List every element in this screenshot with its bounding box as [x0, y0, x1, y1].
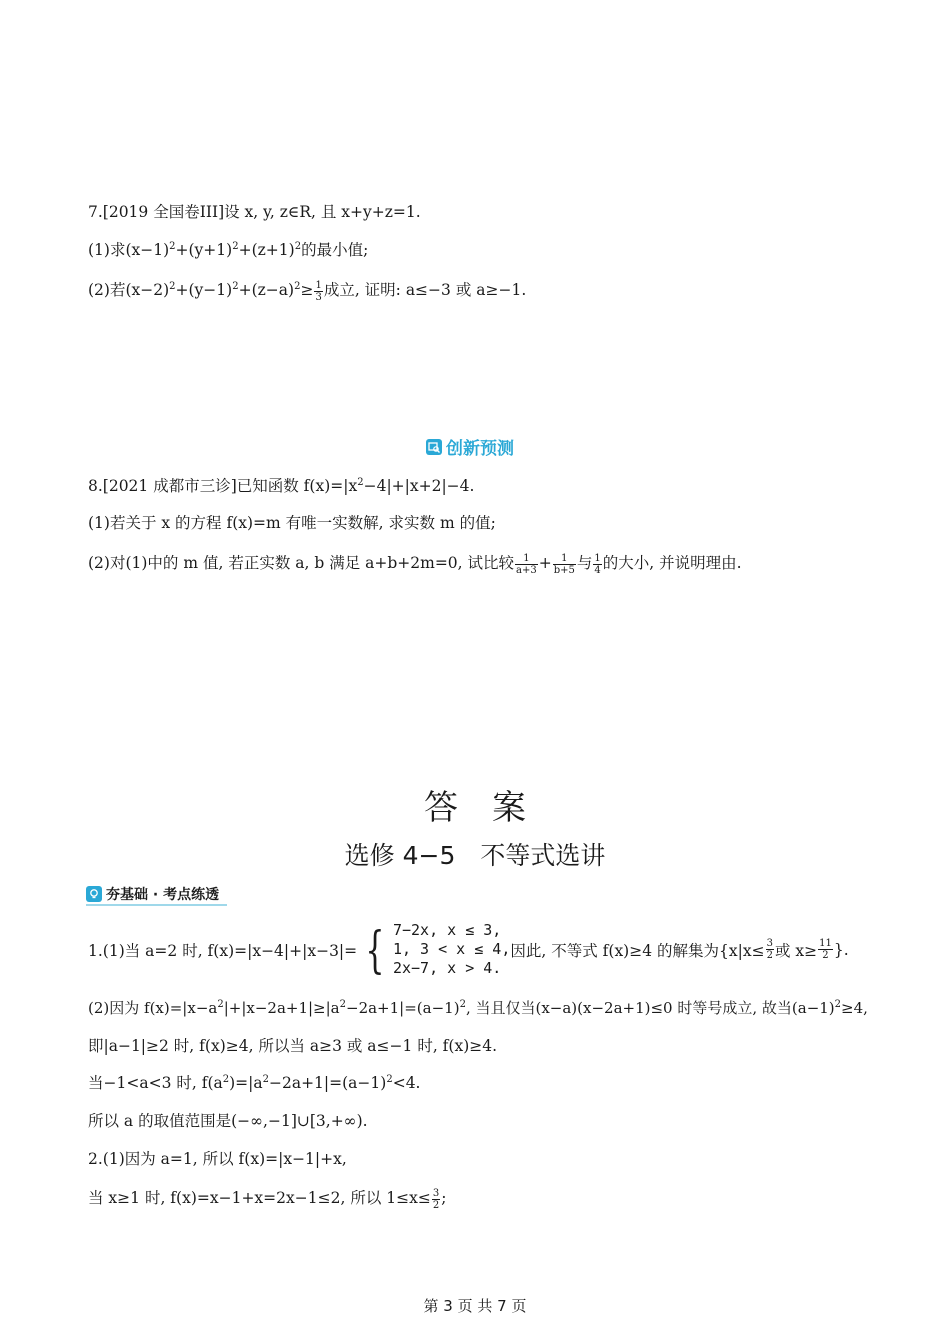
answer-subtitle: 选修 4−5 不等式选讲 — [344, 841, 606, 870]
section-badge-predict — [426, 434, 514, 459]
fraction-1-over-a-plus-3: $\frac{1}{a+3}$ — [516, 552, 537, 576]
fraction-3-over-2: $\frac{3}{2}$ — [766, 938, 773, 961]
case-2: 1, 3 < x ≤ 4, — [392, 940, 511, 958]
case-1: 7−2x, x ≤ 3, — [392, 921, 502, 939]
fraction-11-over-2: $\frac{11}{2}$ — [819, 938, 832, 961]
magnifier-icon — [426, 439, 442, 455]
q8-part2: (2)对(1)中的 m 值, 若正实数 a, b 满足 a+b+2m=0, 试比较 $\frac{1}{a+3}$ + $\frac{1}{b+5}$ 与 $\frac{1}{4}$ 的大小, 并说明理由. — [88, 552, 742, 576]
answer-title: 答 案 — [424, 788, 526, 828]
a1-part4: 当−1<a<3 时, $f(a^2)=|a^2-2a+1|=(a-1)^2<4$. — [88, 1074, 421, 1092]
section-badge-basic-label: 夯基础 · 考点练透 — [106, 887, 220, 903]
page-footer: 第 3 页 共 7 页 — [423, 1297, 527, 1315]
q7-part2: (2)若$(x-2)^2+(y-1)^2+(z-a)^2\ge$ $\frac{1}{3}$ 成立, 证明: a≤−3 或 a≥−1. — [88, 279, 527, 303]
q7-part1: (1)求$(x-1)^2+(y+1)^2+(z+1)^2$的最小值; — [88, 241, 369, 259]
a1-part3: 即|a−1|≥2 时, f(x)≥4, 所以当 a≥3 或 a≤−1 时, f(x)≥4. — [88, 1037, 498, 1055]
q7-line1: 7.[2019 全国卷III]设 x, y, z∈R, 且 x+y+z=1. — [88, 203, 421, 221]
q8-line1: 8.[2021 成都市三诊]已知函数 $f(x)=|x^2-4|+|x+2|-4$. — [88, 477, 475, 495]
fraction-one-quarter: $\frac{1}{4}$ — [594, 552, 601, 576]
fraction-one-third: $\frac{1}{3}$ — [315, 279, 322, 303]
a1-part5: 所以 a 的取值范围是(−∞,−1]∪[3,+∞). — [88, 1112, 368, 1130]
fraction-3-over-2-b: $\frac{3}{2}$ — [432, 1187, 440, 1211]
piecewise-function: { 7−2x, x ≤ 3, 1, 3 < x ≤ 4, 2x−7, x > 4. — [365, 920, 511, 979]
case-3: 2x−7, x > 4. — [392, 959, 502, 977]
lightbulb-icon — [86, 886, 102, 902]
section-badge-basic — [86, 884, 227, 906]
a2-part1: 2.(1)因为 a=1, 所以 f(x)=|x−1|+x, — [88, 1150, 347, 1168]
section-badge-predict-label: 创新预测 — [446, 439, 514, 459]
fraction-1-over-b-plus-5: $\frac{1}{b+5}$ — [553, 552, 575, 576]
q8-part1: (1)若关于 x 的方程 f(x)=m 有唯一实数解, 求实数 m 的值; — [88, 514, 496, 532]
a1-part1: 1.(1)当 a=2 时, f(x)=|x−4|+|x−3|= { 7−2x, x ≤ 3, 1, 3 < x ≤ 4, 2x−7, x > 4. 因此, 不等式 f(x)≥4 的解集为{x|x≤ $\frac{3}{2}$ 或 x≥ $\frac{11}{2}$ }. — [88, 920, 849, 979]
a2-part2: 当 x≥1 时, f(x)=x−1+x=2x−1≤2, 所以 1≤x≤ $\frac{3}{2}$ ; — [88, 1187, 447, 1211]
a1-part2: (2)因为 $f(x)=|x-a^2|+|x-2a+1|\ge|a^2-2a+1|=(a-1)^2$, 当且仅当(x−a)(x−2a+1)≤0 时等号成立, 故当$(a-1)^2\ge 4$, — [88, 999, 868, 1017]
